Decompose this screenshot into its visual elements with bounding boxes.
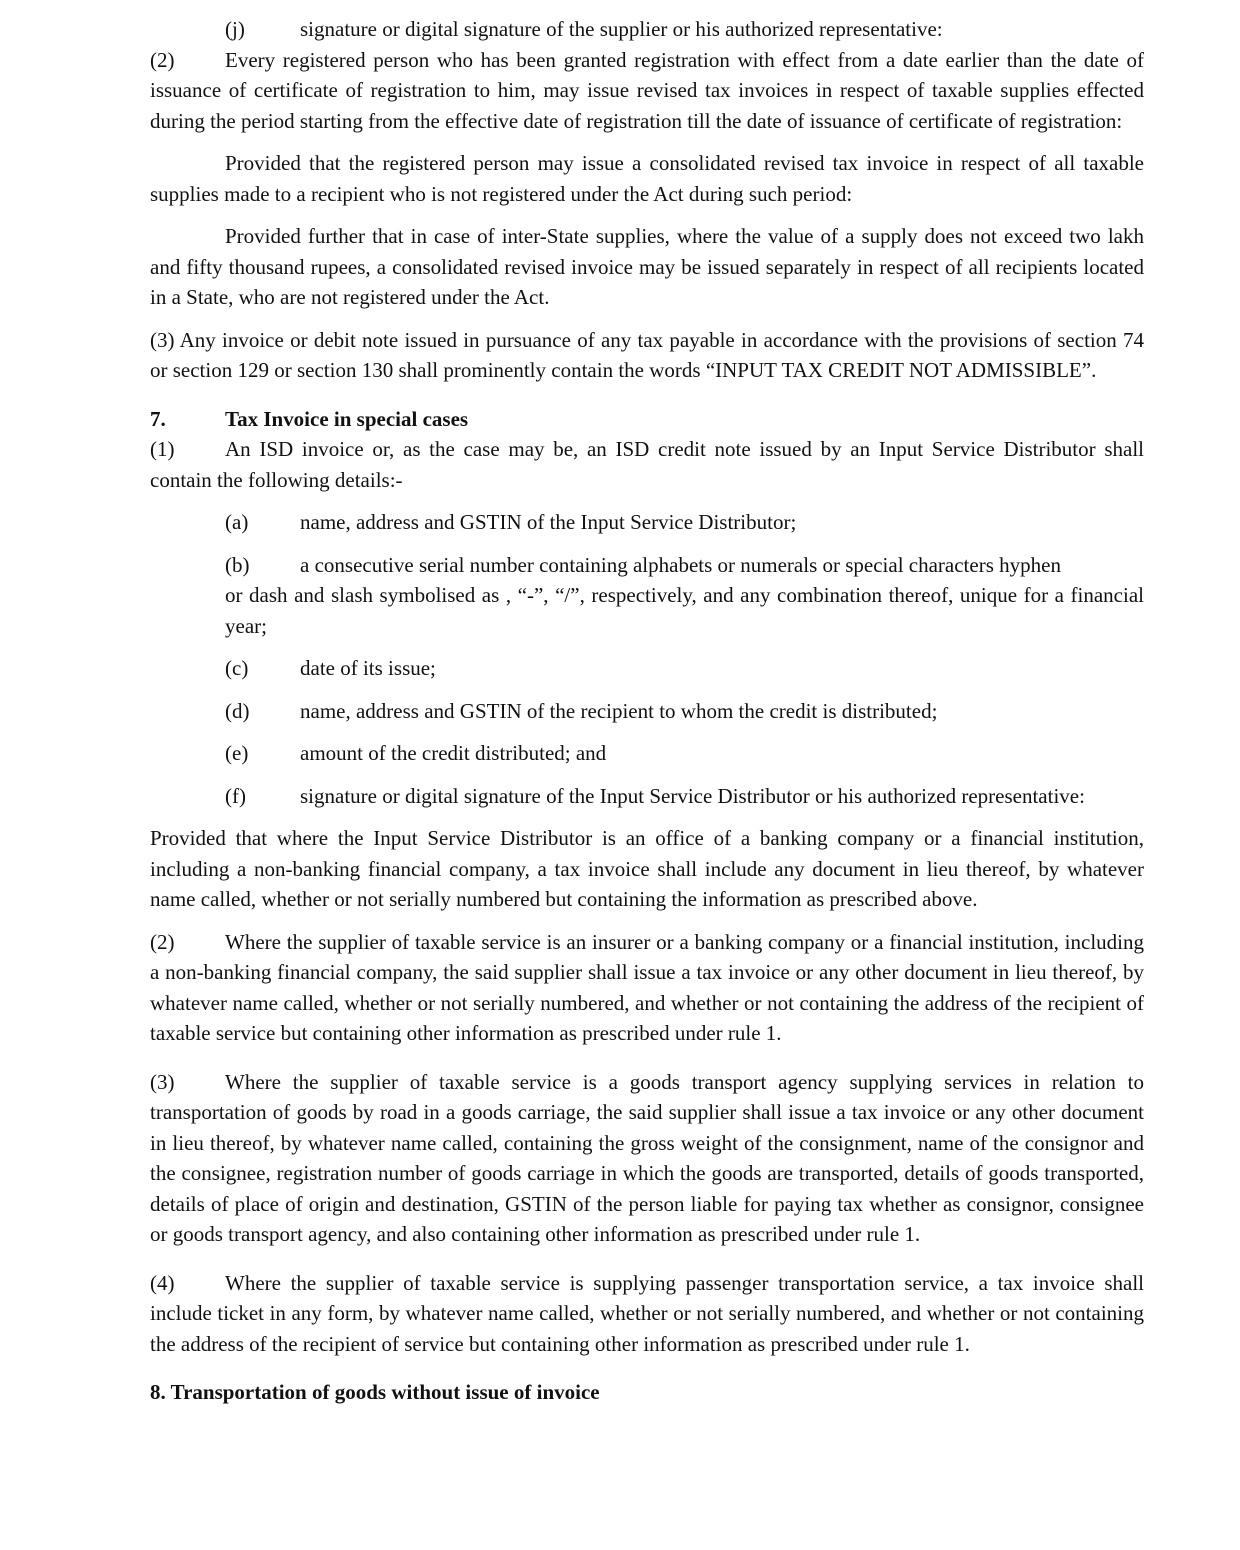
subrule-text: Where the supplier of taxable service is a goods transport agency supplying services in relation to transportation of goods by road in a goods carriage, the said supplier shall issue a tax invoice or any other document in lieu thereof, by whatever name called, containing the gross weight of the consignment, name of the consignor and the consignee, registration number of goods carriage in which the goods are transported, details of goods transported, details of place of origin and destination, GSTIN of the person liable for paying tax whether as consignor, consignee or goods transport agency, and also containing other information as prescribed under rule 1. [150,1069,1144,1246]
subrule-number: (3) [150,1069,175,1094]
subrule-number: (2) [150,47,175,72]
item-label: (a) [225,510,249,534]
section-7-heading [150,404,1144,435]
section7-proviso: Provided that where the Input Service Distributor is an office of a banking company or a financial institution, including a non-banking financial company, a tax invoice shall include any document in lieu thereof, by whatever name called, whether or not serially numbered but containing the information as prescribed above. [150,826,1144,911]
list-item-c [225,653,1144,684]
subrule-text: Every registered person who has been granted registration with effect from a date earlier than the date of issuance of certificate of registration to him, may issue revised tax invoices in respect of taxable supplies effected during the period starting from the effective date of registration till the date of issuance of certificate of registration: [150,47,1144,133]
rule6-subrule-2 [150,45,1144,137]
item-text: a consecutive serial number containing alphabets or numerals or special characters hyphen [300,552,1061,577]
proviso-1: Provided that the registered person may issue a consolidated revised tax invoice in respect of all taxable supplies made to a recipient who is not registered under the Act during such period: [150,151,1144,206]
item-label: (e) [225,741,249,765]
list-item-a [225,507,1144,538]
document-page [150,14,1144,1408]
list-item-f [225,781,1144,812]
item-text: amount of the credit distributed; and [300,741,607,765]
list-item-b [225,550,1144,642]
section-number: 7. [150,406,166,431]
section7-subrule-4 [150,1268,1144,1360]
subrule-text: An ISD invoice or, as the case may be, an ISD credit note issued by an Input Service Distributor shall contain the following details:- [150,437,1144,492]
item-text: name, address and GSTIN of the recipient to whom the credit is distributed; [300,698,938,723]
item-continuation: or dash and slash symbolised as , “-”, “/”, respectively, and any combination thereof, unique for a financial year; [225,583,1144,638]
item-label: (c) [225,656,249,680]
section-8-heading: 8. Transportation of goods without issue of invoice [150,1380,600,1404]
rule6-subrule-3: (3) Any invoice or debit note issued in pursuance of any tax payable in accordance with the provisions of section 74 or section 129 or section 130 shall prominently contain the words “INPUT TAX CREDIT NOT ADMISSIBLE”. [150,327,1144,382]
subrule-text: Where the supplier of taxable service is an insurer or a banking company or a financial institution, including a non-banking financial company, the said supplier shall issue a tax invoice or any other document in lieu thereof, by whatever name called, whether or not serially numbered, and whether or not containing the address of the recipient of taxable service but containing other information as prescribed under rule 1. [150,929,1144,1045]
subrule-number: (2) [150,929,175,954]
item-label: (d) [225,698,250,723]
section-title: Tax Invoice in special cases [225,406,469,431]
item-label: (f) [225,783,246,808]
section7-subrule-2 [150,927,1144,1049]
item-label: (b) [225,552,250,577]
subrule-number: (1) [150,437,175,461]
list-item-d [225,696,1144,727]
item-text: date of its issue; [300,656,436,680]
list-item-j [225,14,1144,45]
item-text: signature or digital signature of the Input Service Distributor or his authorized representative: [300,783,1085,808]
item-text: signature or digital signature of the supplier or his authorized representative: [300,17,943,41]
subrule-text: Where the supplier of taxable service is supplying passenger transportation service, a tax invoice shall include ticket in any form, by whatever name called, whether or not serially numbered, and whether or not containing the address of the recipient of service but containing other information as prescribed under rule 1. [150,1270,1144,1356]
subrule-number: (4) [150,1270,175,1295]
item-label: (j) [225,17,245,41]
item-text: name, address and GSTIN of the Input Service Distributor; [300,510,797,534]
proviso-2: Provided further that in case of inter-State supplies, where the value of a supply does not exceed two lakh and fifty thousand rupees, a consolidated revised invoice may be issued separately in respect of all recipients located in a State, who are not registered under the Act. [150,224,1144,309]
section7-subrule-1 [150,434,1144,495]
list-item-e [225,738,1144,769]
section7-subrule-3 [150,1067,1144,1250]
